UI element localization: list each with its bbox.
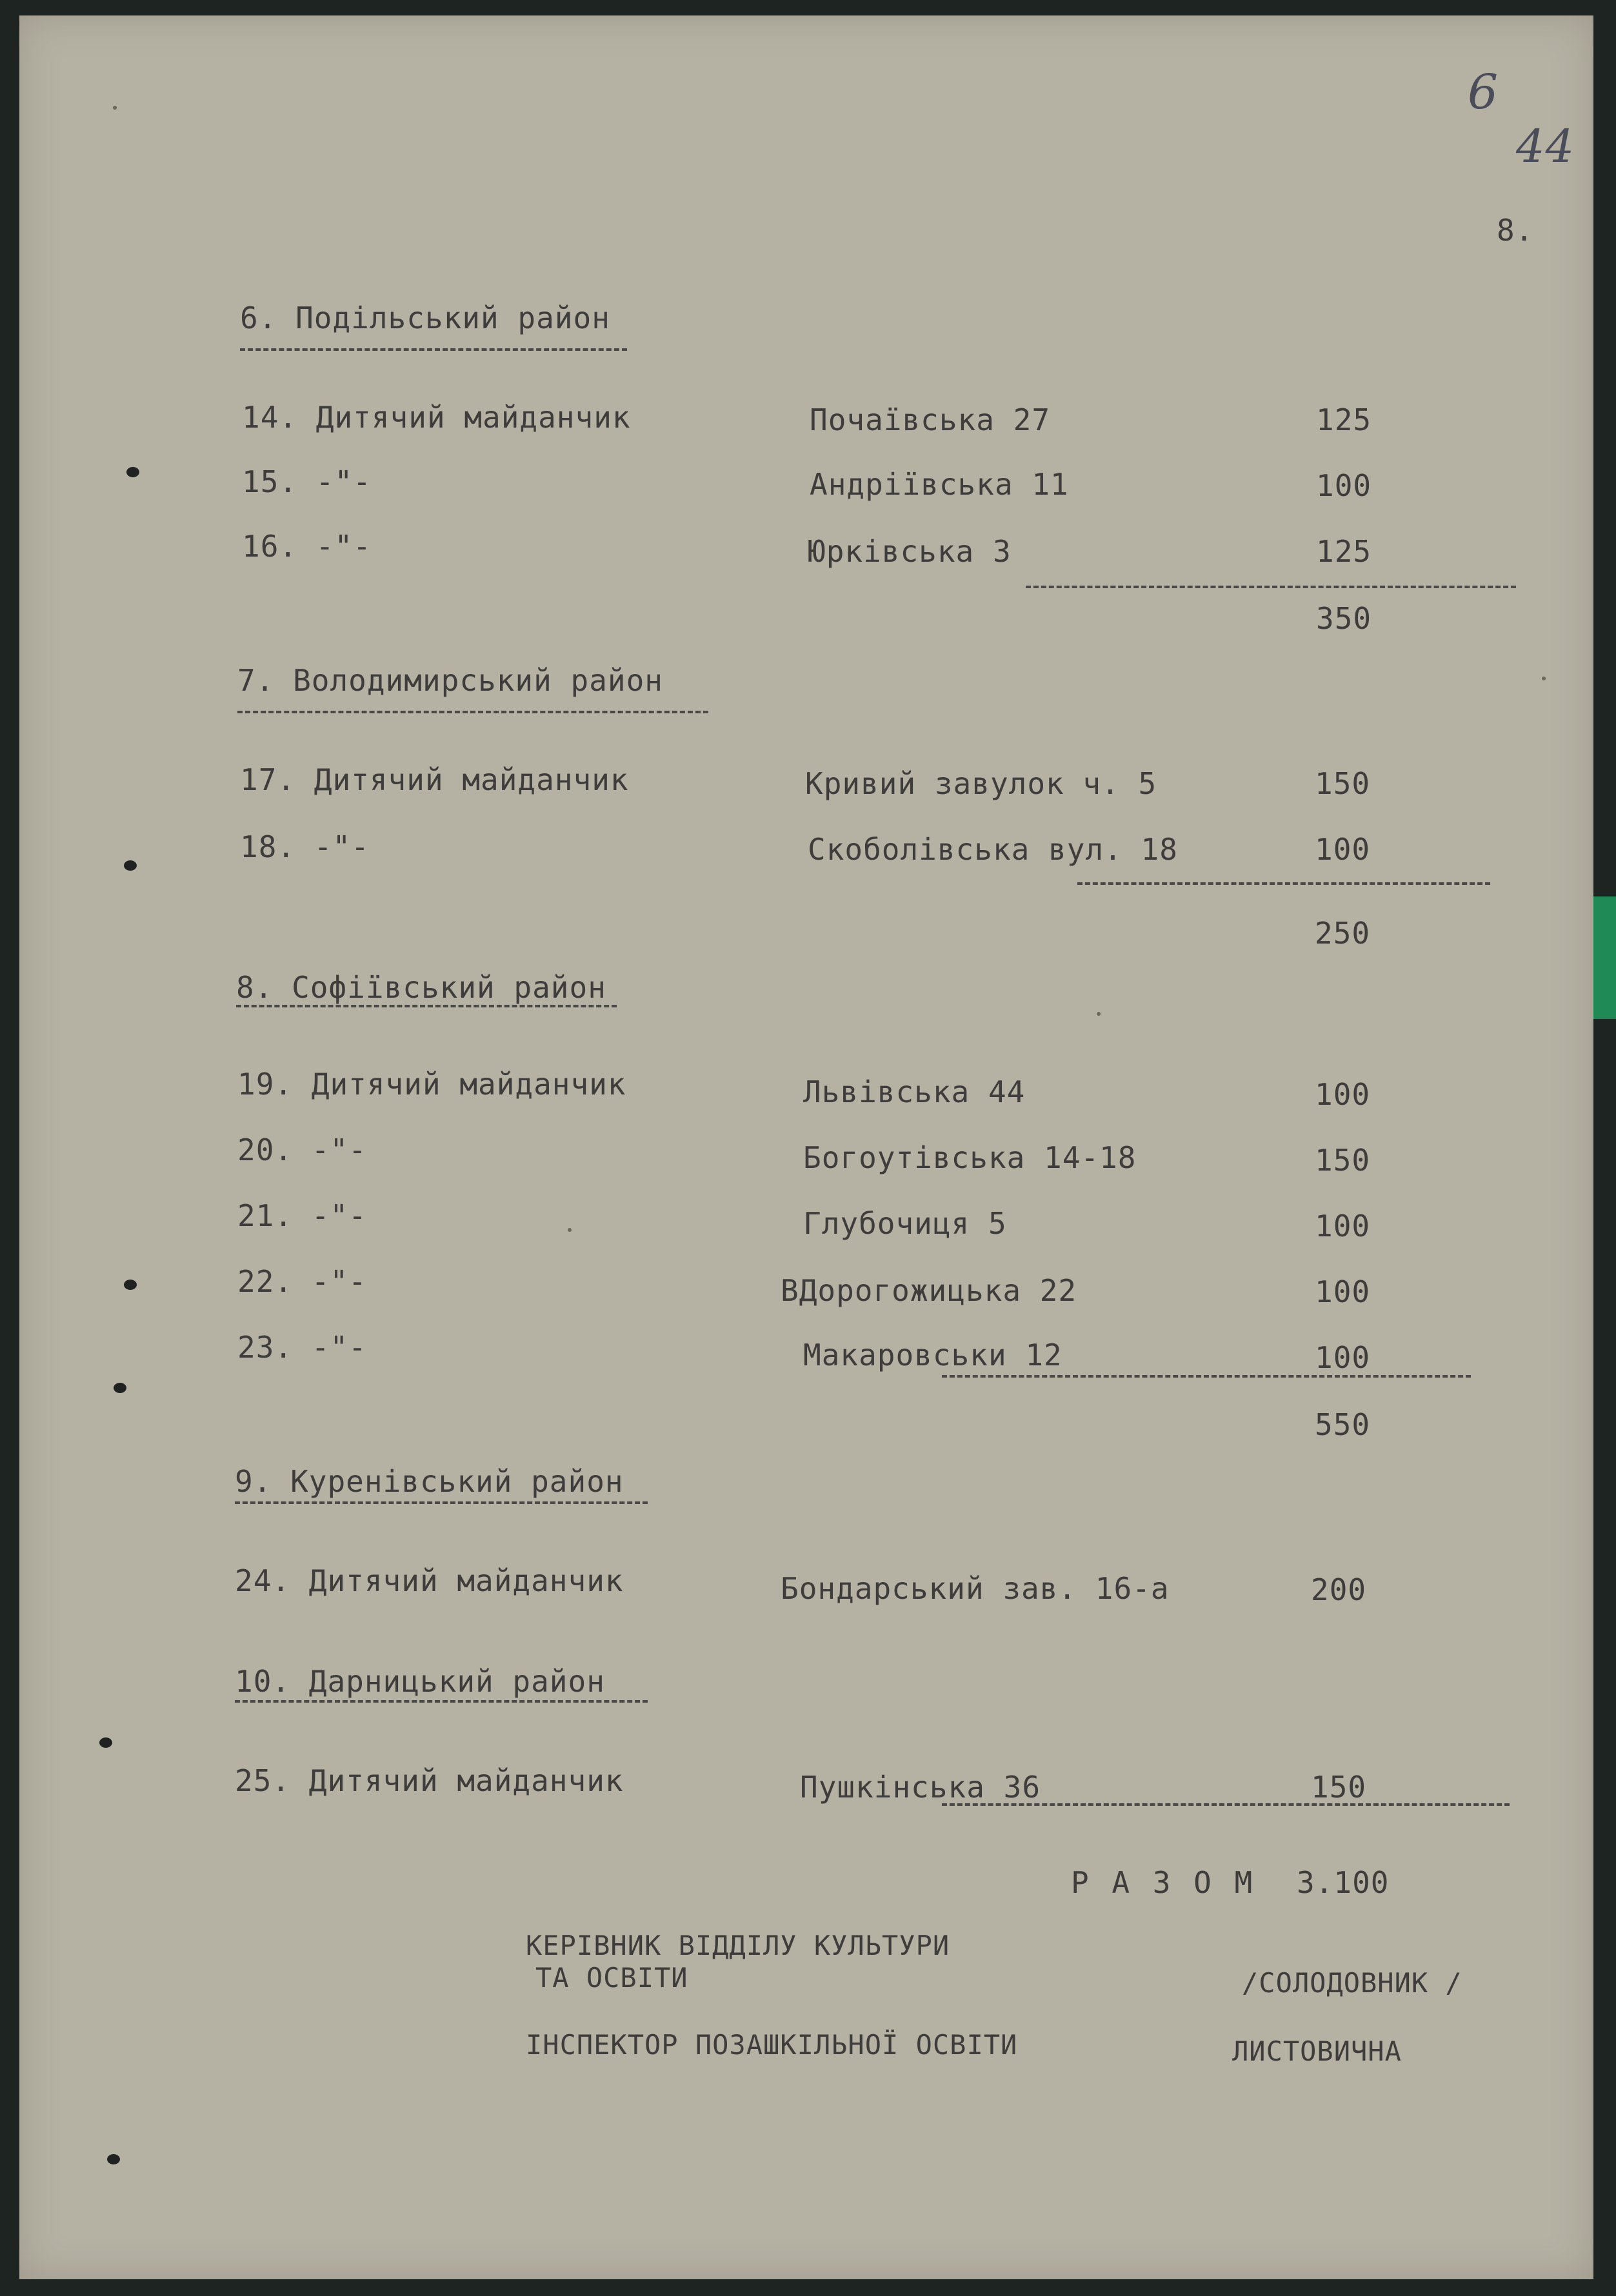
punch-hole [107, 2154, 120, 2164]
row-amount: 100 [1315, 1340, 1371, 1375]
speck [113, 106, 117, 110]
heading-underline [235, 1700, 648, 1703]
row-address: Кривий завулок ч. 5 [805, 766, 1157, 801]
row-address: Богоутівська 14-18 [803, 1140, 1137, 1175]
section-heading: 9. Куренівський район [235, 1464, 624, 1499]
signature-title: ІНСПЕКТОР ПОЗАШКІЛЬНОЇ ОСВІТИ [526, 2029, 1018, 2061]
row-amount: 125 [1316, 534, 1372, 569]
section-subtotal: 350 [1316, 601, 1372, 636]
row-name: 19. Дитячий майданчик [237, 1067, 626, 1102]
row-name: 17. Дитячий майданчик [240, 762, 629, 797]
row-amount: 100 [1315, 1274, 1371, 1309]
row-address: ВДорогожицька 22 [781, 1273, 1077, 1308]
heading-underline [237, 711, 708, 713]
total-label: Р А З О М [1071, 1865, 1255, 1900]
row-amount: 100 [1315, 832, 1371, 867]
row-amount: 125 [1316, 402, 1372, 437]
row-address: Макаровськи 12 [803, 1338, 1062, 1372]
speck [1097, 1012, 1101, 1016]
total-rule [942, 1803, 1510, 1806]
row-name: 25. Дитячий майданчик [235, 1763, 624, 1798]
row-address: Почаївська 27 [810, 402, 1051, 437]
row-amount: 150 [1315, 1143, 1371, 1178]
row-name: 23. -"- [237, 1330, 367, 1365]
row-amount: 100 [1315, 1209, 1371, 1243]
speck [568, 1228, 572, 1232]
row-name: 21. -"- [237, 1198, 367, 1233]
handwritten-number: 44 [1516, 120, 1575, 173]
page-number: 8. [1497, 213, 1534, 248]
section-heading: 8. Софіївський район [236, 970, 606, 1005]
section-subtotal: 250 [1315, 916, 1371, 951]
row-amount: 100 [1315, 1077, 1371, 1112]
row-name: 24. Дитячий майданчик [235, 1563, 624, 1598]
row-address: Пушкінська 36 [800, 1770, 1041, 1805]
row-name: 18. -"- [240, 829, 370, 864]
section-heading: 7. Володимирський район [237, 663, 663, 698]
row-address: Львівська 44 [803, 1074, 1026, 1109]
heading-underline [236, 1005, 617, 1007]
row-name: 16. -"- [242, 529, 372, 564]
signature-title: КЕРІВНИК ВІДДІЛУ КУЛЬТУРИ [526, 1930, 950, 1961]
row-address: Бондарський зав. 16-а [781, 1571, 1170, 1606]
subtotal-rule [942, 1375, 1471, 1378]
row-amount: 150 [1315, 766, 1371, 801]
speck [1542, 677, 1546, 680]
total-value: 3.100 [1297, 1865, 1390, 1900]
row-amount: 100 [1316, 468, 1372, 503]
handwritten-number: 6 [1468, 64, 1499, 120]
row-address: Андріївська 11 [810, 467, 1069, 502]
punch-hole [124, 860, 137, 871]
row-address: Скоболівська вул. 18 [808, 832, 1178, 867]
subtotal-rule [1026, 586, 1516, 588]
row-address: Юрківська 3 [808, 534, 1012, 569]
section-subtotal: 550 [1315, 1407, 1371, 1442]
signatory-name: /СОЛОДОВНИК / [1242, 1967, 1462, 1999]
row-name: 15. -"- [242, 464, 372, 499]
row-address: Глубочиця 5 [803, 1206, 1007, 1241]
paper-sheet [19, 15, 1593, 2279]
signature-title: ТА ОСВІТИ [535, 1962, 688, 1994]
punch-hole [126, 467, 139, 477]
subtotal-rule [1077, 882, 1490, 885]
punch-hole [99, 1737, 112, 1748]
row-name: 14. Дитячий майданчик [242, 400, 631, 435]
section-heading: 10. Дарницький район [235, 1664, 605, 1699]
punch-hole [124, 1280, 137, 1290]
punch-hole [114, 1383, 126, 1393]
row-name: 22. -"- [237, 1264, 367, 1299]
green-tab-edge [1593, 896, 1616, 1019]
heading-underline [235, 1501, 648, 1504]
signatory-name: ЛИСТОВИЧНА [1232, 2035, 1402, 2067]
heading-underline [240, 348, 627, 351]
row-amount: 200 [1311, 1572, 1367, 1607]
row-amount: 150 [1311, 1770, 1367, 1805]
section-heading: 6. Подільський район [240, 301, 610, 335]
row-name: 20. -"- [237, 1133, 367, 1167]
